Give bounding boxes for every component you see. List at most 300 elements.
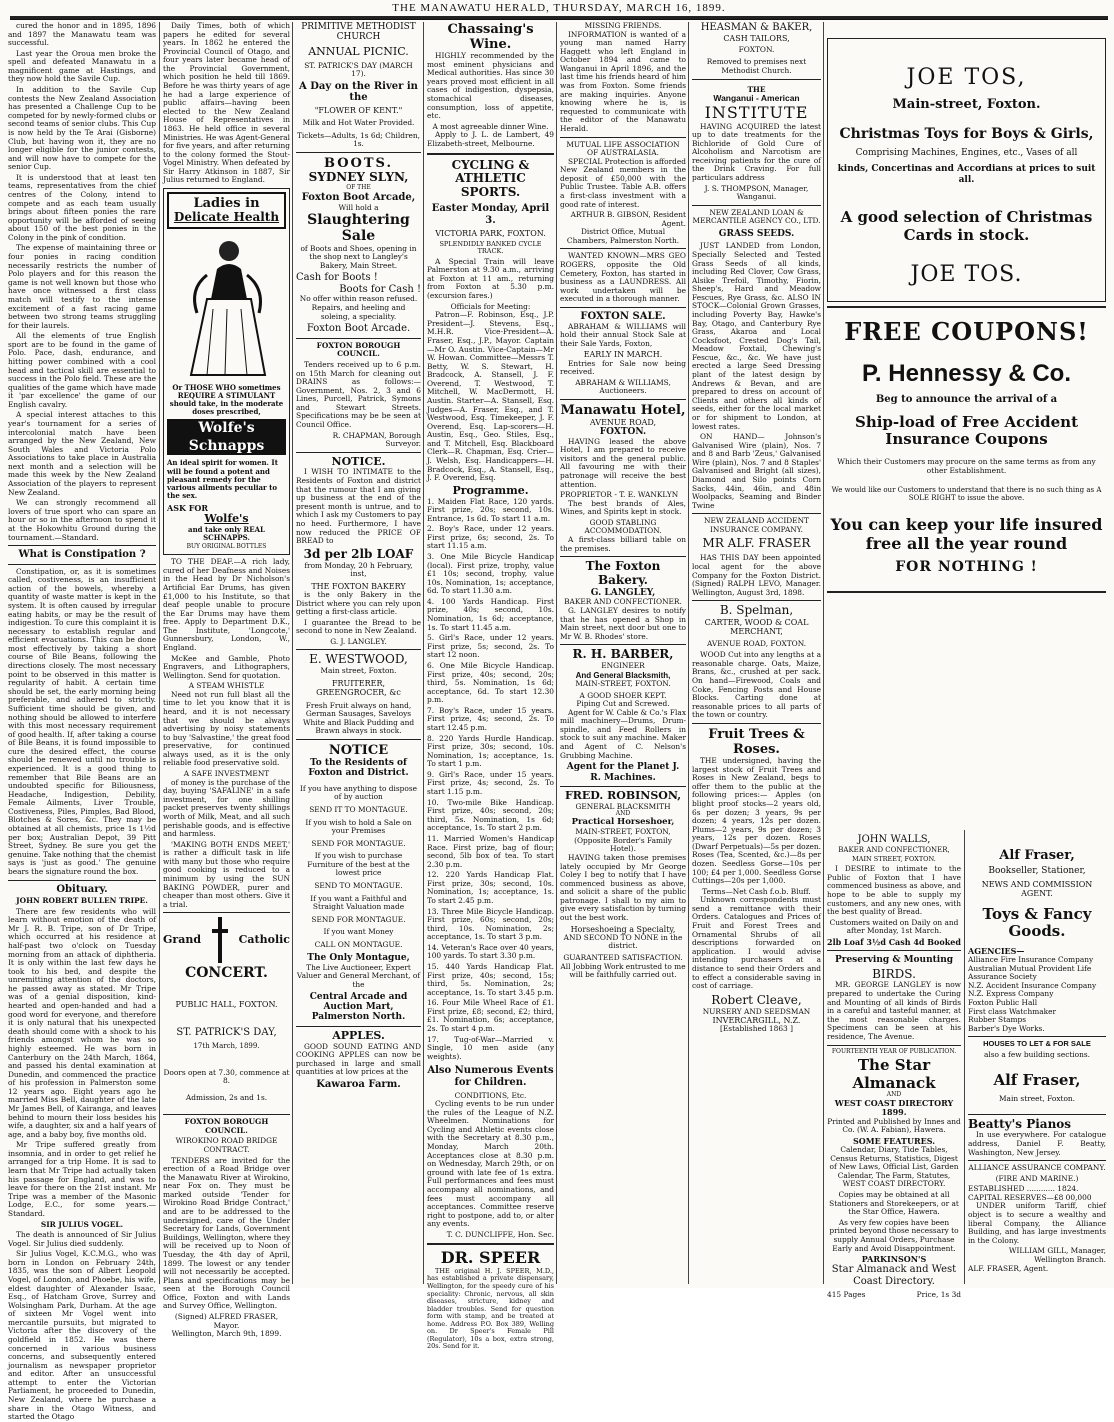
robinson-trade: GENERAL BLACKSMITH — [575, 801, 671, 811]
sports-track: SPLENDIDLY BANKED CYCLE TRACK. — [439, 239, 542, 256]
almanack-directory: WEST COAST DIRECTORY 1899. — [834, 1098, 954, 1118]
fraser-title: MR ALF. FRASER — [702, 536, 811, 551]
alf-fraser-news: NEWS AND COMMISSION AGENT. — [981, 879, 1093, 898]
article-paragraph: Need not run full blast all the time to let you know that it is heard, and it is not necessary that we should be always advertising by noisy statements to buy 'Salvastine,' the great food preservative, for continued always used, as it is the only reliable food preservative sold. — [163, 689, 290, 768]
fruit-trees-unknown: Unknown correspondents must send a remittance with their Orders. Catalogues and Prices of Fruit and Forest Trees and Ornamental Shrubs of all descriptions forwarded on application. I would advise intending purchasers at a distance to send their Orders and to effect a considerable saving in cost of carriage. — [692, 895, 821, 991]
council-title: FOXTON BOROUGH COUNCIL. — [184, 1117, 269, 1135]
westwood-name: E. WESTWOOD, — [309, 652, 408, 667]
montague-send: SEND TO MONTAGUE. — [314, 880, 403, 890]
hennessy-shipload: Ship-load of Free Accident Insurance Coupons — [854, 412, 1079, 449]
concert-title: CONCERT. — [185, 965, 268, 982]
westwood-trade: FRUITERER, GREENGROCER, &c — [316, 678, 401, 698]
montague-live: The Live Auctioneer, Expert Valuer and General Merchant, of the — [296, 962, 421, 990]
robinson-jobbing: All Jobbing Work entrusted to me will be faithfully carried out. — [560, 961, 686, 980]
montague-send: SEND IT TO MONTAGUE. — [309, 804, 408, 814]
westwood-address: Main street, Foxton. — [320, 666, 397, 676]
speer-title: DR. SPEER — [440, 1248, 541, 1268]
picnic-head: A Day on the River in the — [299, 80, 418, 104]
institute-title: INSTITUTE — [704, 103, 809, 123]
alliance-fire: (FIRE AND MARINE.) — [995, 1173, 1079, 1183]
wolfe-name: Wolfe's — [167, 419, 286, 437]
loan-title: NEW ZEALAND LOAN & MERCANTILE AGENCY CO., LTD. — [692, 207, 821, 226]
spelman-trade: CARTER, WOOD & COAL MERCHANT, — [704, 618, 809, 637]
picnic-church: PRIMITIVE METHODIST CHURCH — [301, 22, 416, 43]
hennessy-which: Which their Customers may procure on the same terms as from any other Establishment. — [837, 457, 1096, 476]
drains-sign: R. CHAPMAN, Borough Surveyor. — [332, 430, 421, 449]
almanack-and: AND — [886, 1091, 902, 1099]
montague-line: If you want Money — [323, 927, 394, 937]
column-3 — [296, 22, 421, 1284]
officials-title: Officials for Meeting: — [450, 301, 531, 311]
column-rule — [423, 22, 424, 1284]
column-2 — [163, 21, 291, 1339]
divider — [827, 950, 961, 951]
article-subheading: JOHN ROBERT BULLEN TRIPE. — [16, 896, 148, 906]
wolfe-description: An ideal spirit for women. It will be found a potent and pleasant remedy for the various ailments peculiar to the sex. — [167, 458, 278, 500]
programme-event: 7. Boy's Race, under 15 years. First prize, 4s; second, 2s. To start 12.45 p.m. — [427, 705, 554, 732]
wolfe-buy: BUY ORIGINAL BOTTLES — [186, 543, 267, 551]
divider — [560, 399, 686, 400]
hotel-stabling: GOOD STABLING ACCOMMODATION. — [584, 517, 662, 536]
beatty-text: In use everywhere. For catalogue address, Daniel F. Beatty, Washington, New Jersey. — [968, 1130, 1106, 1157]
slaughter-text: of Boots and Shoes, opening in the shop next to Langley's Bakery, Main Street. — [300, 243, 417, 270]
boots-no-offer: No offer within reason refused. Repairs, and heeling and soleing, a speciality. — [299, 294, 418, 321]
divider — [692, 600, 821, 601]
bakery-sign: G. J. LANGLEY. — [330, 636, 387, 646]
montague-notice: NOTICE — [328, 742, 389, 758]
column-rule — [823, 22, 824, 1284]
robinson-title: FRED. ROBINSON, — [564, 789, 682, 803]
sports-date: Easter Monday, April 3. — [431, 203, 550, 226]
cash-line: Cash for Boots ! — [296, 272, 378, 284]
article-paragraph: Sir Julius Vogel, K.C.M.G., who was born in London on February 24th, 1835, was the son of Albert Leopold Vogel, of London, and Phoebe, his wife, eldest daughter of Alexander Isaac, Esq., of Hatcham Grove, Surrey and Wolsingham Park, Durham. At the age of sixteen Mr Vogel went into mercantile pursuits, but migrated to Victoria after the discovery of the goldfield in 1852. He was there concerned in various business concerns, and subsequently entered journalism as newspaper proprietor and editor. After an unsuccessful attempt to enter the Victorian Parliament, he proceeded to Dunedin, New Zealand, where he purchase a share in the Otago Witness, and started the Otago — [8, 1249, 156, 1422]
concert-grand: Grand — [163, 932, 202, 946]
article-paragraph: The expense of maintaining three or four ponies in racing condition necessarily restricts the number of Polo players and for this reason the game is not well known but those who have once witnessed a first class match will testify to the intense excitement of a fast racing game between two strong teams struggling for their laurels. — [8, 243, 156, 330]
barber-title: R. H. BARBER, — [572, 647, 674, 662]
robinson-horseshoer: Practical Horseshoer, — [571, 817, 675, 828]
divider — [968, 1114, 1106, 1115]
concert-date: 17th March, 1899. — [193, 1042, 260, 1051]
loaf-from: from Monday, 20 h February, inst, — [304, 560, 413, 579]
hennessy-nothing: FOR NOTHING ! — [895, 559, 1038, 576]
slaughter-sale: Slaughtering Sale — [307, 212, 410, 245]
programme-event: 15. 440 Yards Handicap Flat. First prize, 40s; second, 15s; third, 5s. Nomination, 2s; acceptance, 1s. To start 3.45 p.m. — [427, 962, 554, 997]
ladies-title-2: Delicate Health — [173, 210, 280, 225]
programme-event: 14. Veteran's Race over 40 years, 100 yards. To start 3.30 p.m. — [427, 942, 554, 961]
alliance-capital: CAPITAL RESERVES—£8 00,000 — [968, 1192, 1092, 1202]
montague-line: If you wish to purchase Furniture of the best at the lowest price — [307, 851, 410, 878]
montague-line: If you have anything to dispose of by auction — [299, 783, 418, 802]
article-paragraph: Constipation, or, as it is sometimes called, costiveness, is an insufficient action of the bowels, whereby a quantity of waste matter is kept in the system. It is often caused by irregular eating habits, or may be the result of indigestion. To cure this complaint it is necessary to establish regular and efficient evacuations. This can be done most effectively by taking a short course of Bile Beans, following the directions closely. The most necessary point to be observed in this matter is regularity of habit. A certain time should be set, the early morning being preferable, and adhered to strictly. Sufficient time should be given, and nothing should be allowed to interfere with this most necessary requirement of good health. If, after taking a course of Bile Beans, it is found impossible to cure the desired effect, the course should be renewed until no trouble is experienced. It is a good thing to remember that Bile Beans are an undoubted specific for Biliousness, Headache, Indigestion, Debility, Female Ailments, Liver Trouble, Costiveness, Piles, Pimples, Bad Blood, Blotches & Sores, &c. They may be obtained at all chemists, price 1s 1½d per box; Australian Depot, 39 Pitt Street, Sydney. Be sure you get the genuine. Take nothing that the chemist says is 'just as good.' The genuine bears the signature round the box. — [8, 566, 156, 876]
divider — [427, 1243, 554, 1245]
divider — [692, 79, 821, 80]
sports-also: Also Numerous Events for Children. — [427, 1065, 554, 1088]
divider — [560, 644, 686, 645]
almanack-parkinson: PARKINSON'S — [861, 1254, 927, 1265]
article-subheading: A SAFE INVESTMENT — [183, 769, 270, 779]
article-paragraph: 'MAKING BOTH ENDS MEET,' is rather a difficult task in life with many but those who require good cooking is reduced to a minimum by using the SUN BAKING POWDER, purer and cheaper than most others. Give it a trial. — [163, 839, 290, 909]
almanack-price: Price, 1s 3d — [916, 1289, 961, 1299]
article-paragraph: There are few residents who will learn without emotion of the death of Mr J. R. B. Tripe, son of Dr Tripe, which occurred at his residence at half-past two o'clock on Tuesday morning from an attack of diphtheria. It is only within the last few days he took to his bed, and despite the unremitting attention of the doctors, he passed away as stated. Mr Tripe was of a genial disposition, kind-hearted and open-handed and had a good word for everyone, and therefore it is only natural that his unexpected death should come with a shock to his friends amongst whom he was so highly esteemed. He was born in Canterbury on the 24th March, 1864, and passed his dental examination at Dunedin, and commenced the practice of his profession in Palmerston some 12 years ago. Eight years ago he married Miss Bell, daughter of the late Mr James Bell, of Kairanga, and leaves behind to mourn their loss besides his wife, a daughter, six and a half years of age, and a baby boy, five months old. — [8, 906, 156, 1139]
missing-text: INFORMATION is wanted of a young man named Harry Haggett who left England in October 1894 and came to Wanganui in April 1896, and the last time his friends heard of him was from Foxton. Some friends are making inquiries. Anyone knowing where he is, is requested to communicate with the editor of the Manawatu Herald. — [560, 29, 686, 133]
heasman-title: HEASMAN & BAKER, — [700, 22, 813, 33]
almanack-title: The Star Almanack — [852, 1056, 936, 1092]
grass-on-hand: ON HAND— Johnson's Galvanised Wire (plain), Nos. 7 and 8 and Barb 'Zeus,' Galvanised Wire (plain), Nos. 7 and 8 Staples' Galvanised and Bright (all sizes), Diamond and Silo points Corn Sacks, 44in, 46in, and 48in Woolpacks, Seaming and Binder Twine — [692, 432, 821, 510]
programme-event: 8. 220 Yards Hurdle Handicap. First prize, 30s; second, 10s. Nomination, 1s; acceptance, 1s. To start 1 p.m. — [427, 733, 554, 769]
robinson-guaranteed: GUARANTEED SATISFACTION. — [563, 953, 683, 963]
column-rule — [556, 22, 557, 1284]
speer-text: THE original H. J. SPEER, M.D., has established a private dispensary, Wellington, for the speedy cure of his speciality: Chronic, nervous, all skin diseases, stricture, kidney and bladder troubles. Send for question form with stamp, and be treated at home. Address P.O. Box 389, Welling on. Dr Speer's Female Pill (Regulator), 10s a box, extra strong, 20s. Send for it. — [427, 1266, 554, 1351]
wolfe-ask-for: ASK FOR — [167, 503, 209, 513]
column-5 — [560, 22, 686, 1284]
cleave-name: Robert Cleave, — [711, 992, 802, 1007]
foxton-sale-text: ABRAHAM & WILLIAMS will hold their annual Stock Sale at their Sale Yards, Foxton, — [560, 321, 686, 348]
montague-line: If you wish to hold a Sale on your Premises — [305, 817, 412, 836]
article-paragraph: of money is the purchase of the day, buying 'SAFALINE' in a safe investment, for one shilling packet preserves twenty shillings worth of Milk, Meat, and all such perishable goods, and is effective and harmless. — [163, 777, 290, 839]
divider — [296, 649, 421, 650]
article-heading: Obituary. — [56, 883, 108, 895]
divider — [692, 205, 821, 206]
barber-piping: Piping Cut and Screwed. — [576, 699, 670, 709]
divider — [560, 307, 686, 308]
officials-list: Patron—F. Robinson, Esq., J.P. President—J. Stevens, Esq., M.H.R. Vice-President—A. Fraser, Esq., J.P., Mayor. Captain—Mr O. Austin. Vice-Captain—Mr W. Howan. Committee—Messrs T. Betty, W. S. Stewart, H. Bradcock, A. Stansell, J. F. Overend, T. Westwood, T. Mitchell, W. MacDermott, H. Austin. Starter—A. Stansell, Esq. Judges—A. Fraser, Esq., and T. Westwood, Esq. Timekeeper, J. F. Overend, Esq. Lap-scorers—H. Austin, Esq., Geo. Stiles, Esq., and T. Mitchell, Esq. Blackboard Clerk—R. Chapman, Esq. Crier—J. Welsh, Esq. Handicappers—H. Bradcock, Esq., A. Stansell, Esq., J. F. Overend, Esq. — [427, 310, 554, 483]
montague-to: To the Residents of — [310, 757, 407, 768]
sports-title: CYCLING & ATHLETIC SPORTS. — [451, 157, 530, 200]
hennessy-keep: You can keep your life insured free all the year round — [830, 515, 1103, 553]
chassaing-title: Chassaing's Wine. — [447, 22, 534, 53]
joe-tos-title: JOE TOS, — [906, 65, 1027, 90]
cleave-established: [Established 1863 ] — [720, 1024, 793, 1034]
hennessy-beg: Beg to announce the arrival of a — [875, 394, 1058, 406]
boots-arcade: Foxton Boot Arcade, — [301, 191, 416, 203]
notice-text: I WISH TO INTIMATE to the Residents of Foxton and district that the rumour that I am giving up business at the end of the present month is untrue, and to which I ask my Customers to pay no heed. Furthermore, I have now reduced the PRICE OF BREAD to — [296, 467, 421, 546]
programme-event: 13. Three Mile Bicycle Handicap. First prize, 60s; second, 20s; third, 10s. Nomination, 2s; acceptance, 1s. To start 3 p.m. — [427, 906, 554, 942]
apples-title: APPLES. — [332, 1028, 385, 1042]
barber-agent: Agent for W. Cable & Co.'s Flax mill machinery—Drums, Drum-spindle, and Feed Rollers in stock to suit any machine. Maker and Agent of C. Nelson's Grubbing Machine. — [560, 707, 686, 760]
bakery-notice: G. LANGLEY desires to notify that he has opened a Shop in Main street, next door but one to Mr W. B. Rhodes' store. — [560, 605, 686, 641]
almanack-features: SOME FEATURES. — [853, 1135, 935, 1146]
alf-fraser-toys: Toys & Fancy Goods. — [982, 905, 1092, 941]
article-paragraph: In addition to the Savile Cup contests the New Zealand Association has presented a Challenge Cup to be competed for by newly-formed clubs or second teams of senior clubs. This Cup is now held by the Te Arai (Gisborne) Club, but having won it, they are no longer eligible for the junior contests, and will now have to compete for the senior Cup. — [8, 85, 156, 172]
hotel-text: HAVING leased the above Hotel, I am prepared to receive visitors and the general public. All favouring me with their patronage will receive the best attention. — [560, 436, 686, 489]
divider — [560, 786, 686, 787]
divider — [692, 723, 821, 724]
bakery-trade: BAKER AND CONFECTIONER. — [564, 597, 682, 607]
bakery-title: The Foxton Bakery. — [585, 559, 661, 588]
almanack-as-very: As very few copies have been printed beyond those necessary to supply Annual Orders, Purchase Early and Avoid Disappointment. — [829, 1217, 959, 1253]
heasman-removed: Removed to premises next Methodist Church. — [706, 57, 807, 76]
almanack-star: Star Almanack and West Coast Directory. — [831, 1264, 957, 1287]
alliance-gill: WILLIAM GILL, Manager, Wellington Branch. — [1008, 1246, 1106, 1264]
column-rule — [159, 22, 160, 1284]
divider — [827, 1045, 961, 1046]
alf-fraser-trade: Bookseller, Stationer, — [988, 866, 1086, 877]
institute-sign: J. S. THOMPSON, Manager, Wanganui. — [704, 183, 809, 202]
drains-text: Tenders received up to 6 p.m. on 15th March for cleaning out DRAINS as follows:—Government, Nos. 2, 3 and 6 Lines, Purcell, Patrick, Symons and Stewart Streets. Specifications may be be seen at Council Office. — [296, 359, 421, 429]
concert-doors: Doors open at 7.30, commence at 8. — [163, 1067, 290, 1086]
alf-fraser-building: also a few building sections. — [983, 1049, 1091, 1059]
mutual-sign: ARTHUR B. GIBSON, Resident Agent. — [570, 210, 686, 228]
boots-will: Will hold a — [338, 202, 379, 212]
article-paragraph: TO THE DEAF.—A rich lady, cured of her Deafness and Noises in the Head by Dr Nicholson's Artificial Ear Drums, has given £1,000 to his Institute, so that deaf people unable to procure the Ear Drums may have them free. Apply to Department D.K., The Institute, 'Longcote,' Gunnersbury, London, W., England. — [163, 557, 290, 652]
sports-train: A Special Train will leave Palmerston at 9.30 a.m., arriving at Foxton at 11 am., returning from Foxton at 5.30 p.m. (excursion fares.) — [427, 256, 554, 301]
council-signature: (Signed) ALFRED FRASER, Mayor. — [174, 1311, 279, 1330]
westwood-text: Fresh Fruit always on hand, German Sausages, Saveloys White and Black Pudding and Brawn always in stock. — [302, 700, 415, 736]
alliance-under: UNDER uniform Tariff, chief object is to secure a wealthy and liberal Company, the Alliance Building, and has large investments in the Colony. — [968, 1201, 1106, 1245]
masthead-rule — [10, 16, 1108, 19]
divider — [8, 880, 156, 881]
montague-only: The Only Montague, — [307, 953, 410, 964]
article-subheading: A STEAM WHISTLE — [188, 681, 265, 691]
ladies-subtext: Or THOSE WHO sometimes REQUIRE A STIMULANT should take, in the moderate doses prescribed, — [169, 382, 284, 416]
divider — [8, 564, 156, 565]
alf-fraser-address: Main street, Foxton. — [998, 1093, 1076, 1103]
montague-call: CALL ON MONTAGUE. — [314, 939, 403, 949]
divider — [827, 306, 1106, 308]
council-date: Wellington, March 9th, 1899. — [171, 1329, 282, 1339]
robinson-second: AND SECOND TO NONE in the district. — [563, 932, 683, 951]
foxton-sale-early: EARLY IN MARCH. — [583, 350, 663, 360]
wolfe-product: Schnapps — [167, 437, 286, 455]
hotel-ales: The best brands of Ales, Wines, and Spirits kept in stock. — [560, 498, 686, 517]
spelman-text: WOOD Cut into any lengths at a reasonable charge. Oats, Maize, Brans, &c., crushed at per sack. On hand—Firewood, Coals and Coke, Fencing Posts and House Blocks. Carting done at reasonable prices to all parts of the town or country. — [692, 650, 821, 720]
heasman-town: FOXTON. — [738, 44, 775, 54]
bakery-text: is the only Bakery in the District where you can rely upon getting a first-class article. — [296, 590, 421, 617]
missing-title: MISSING FRIENDS. — [584, 21, 662, 30]
fruit-trees-terms: Terms—Net Cash f.o.b. Bluff. — [702, 886, 811, 896]
conditions-title: CONDITIONS, Etc. — [454, 1090, 527, 1100]
drains-title: FOXTON BOROUGH COUNCIL. — [316, 340, 401, 359]
cleave-town: INVERCARGILL, N.Z. — [712, 1016, 801, 1026]
laundress-notice: WANTED KNOWN—MRS GEO ROGERS, opposite the Old Cemetery, Foxton, has started in business as a LAUNDRESS. All work undertaken will be executed in a thorough manner. — [560, 251, 686, 304]
programme-event: 11. Married Women's Handicap Race. First prize, bag of flour; second, 5lb box of tea. To start 2.30 p.m. — [427, 833, 554, 869]
walls-trade: BAKER AND CONFECTIONER, — [838, 845, 950, 854]
fruit-trees-title: Fruit Trees & Roses. — [708, 726, 805, 757]
chassaing-apply: Apply to J. L. de Lambert, 49 Elizabeth-street, Melbourne. — [427, 130, 554, 148]
divider — [163, 912, 290, 913]
mutual-title: MUTUAL LIFE ASSOCIATION OF AUSTRALASIA. — [566, 139, 680, 158]
column-rule — [964, 830, 965, 1284]
mutual-text: SPECIAL Protection is afforded New Zealand members in the deposit of £50,000 with the Public Trustee. Table A.B. offers a first-class investment with a good rate of interest. — [560, 156, 686, 209]
column-1 — [8, 21, 156, 1422]
bakery-guarantee: I guarantee the Bread to be second to none in New Zealand. — [296, 617, 421, 636]
walls-customers: Customers waited on Daily on and after Monday, 1st March. — [829, 917, 959, 936]
joe-tos-kinds: kinds, Concertinas and Accordians at prices to suit all. — [837, 164, 1096, 185]
divider — [296, 739, 421, 740]
walls-address: MAIN STREET, FOXTON. — [852, 854, 936, 863]
hotel-road: AVENUE ROAD, — [589, 417, 657, 427]
article-heading: SIR JULIUS VOGEL. — [40, 1219, 124, 1229]
programme-event: 10. Two-mile Bike Handicap. First prize, 40s; second, 20s; third, 5s. Nomination, 1s 6d; acceptance, 1s. To start 2 p.m. — [427, 797, 554, 833]
concert-header — [163, 917, 290, 963]
article-paragraph: The death is announced of Sir Julius Vogel. Sir Julius died suddenly. — [8, 1230, 156, 1248]
cross-icon — [212, 917, 228, 963]
planet-agent: Agent for the Planet J. R. Machines. — [566, 762, 680, 783]
divider — [296, 1026, 421, 1027]
ladies-banner — [167, 192, 286, 229]
foxton-sale-sign: ABRAHAM & WILLIAMS, Auctioneers. — [575, 377, 671, 396]
events-list — [427, 498, 554, 1062]
programme-event: 3. One Mile Bicycle Handicap (local). First prize, trophy, value £1 10s; second, trophy, value 10s. Nomination, 1s; acceptance, 6d. To start 11.30 a.m. — [427, 552, 554, 596]
joe-tos-address: Main-street, Foxton. — [892, 96, 1041, 112]
boots-name: SYDNEY SLYN, — [308, 170, 409, 185]
hotel-billiard: A first-class billiard table on the premises. — [560, 534, 686, 553]
article-paragraph: Last year the Oroua men broke the spell and defeated Manawatu in a magnificent game at Hastings, and they now hold the Savile Cup. — [8, 48, 156, 84]
alf-fraser-houses: HOUSES TO LET & FOR SALE — [983, 1039, 1091, 1049]
picnic-milk: Milk and Hot Water Provided. — [302, 118, 415, 128]
masthead-title: THE MANAWATU HERALD, THURSDAY, MARCH 16, 1899. — [392, 2, 726, 14]
concert-admission: Admission, 2s and 1s. — [185, 1092, 268, 1102]
heasman-trade: CASH TAILORS, — [723, 33, 790, 43]
beatty-title: Beatty's Pianos — [968, 1116, 1072, 1131]
wolfe-schnapps-ad — [163, 188, 290, 555]
barber-address: MAIN-STREET, FOXTON. — [575, 679, 671, 689]
programme-event: 9. Girl's Race, under 15 years. First prize, 4s; second, 2s. To start 1.15 p.m. — [427, 769, 554, 797]
article-paragraph: We can strongly recommend all lovers of true sport who can spare an hour or so in the afternoon to spend it at the Hokowhitu Ground during the tournament.—Standard. — [8, 498, 156, 542]
montague-line: If you want a Faithful and Straight Valuation made — [310, 893, 407, 912]
wolfe-ask-name: Wolfe's — [204, 512, 249, 526]
alliance-established: ESTABLISHED ............ 1824. — [968, 1184, 1079, 1194]
loaf-price: 3d per 2lb LOAF — [303, 546, 414, 561]
conditions-text: Cycling events to be run under the rules of the League of N.Z. Wheelmen. Nominations for Cycling and Athletic events close with the Secretary at 8.30 p.m., Monday, March 20th. Acceptances close at 8.30 p.m. on Wednesday, March 29th, or on ground with late fee of 1s extra. Full performances and fees must accompany all nominations, and fees must accompany all acceptances. Committee reserve right to postpone, add to, or alter any events. — [427, 1099, 554, 1229]
divider — [163, 1114, 290, 1115]
montague-palmerston: Palmerston North. — [311, 1012, 406, 1023]
institute-the: THE — [747, 84, 766, 94]
almanack-printed: Printed and Published by Innes and Co. (W. A. Fabian), Hawera. — [827, 1116, 961, 1135]
council-text: TENDERS are invited for the erection of a Road Bridge over the Manawatu River at Wirokino, near Fox on. They must be marked outside 'Tender for Wirokino Road Bridge Contract,' and are to be addressed to the undersigned, care of the Under Secretary for Lands, Government Buildings, Wellington, where they will be received up to Noon of Tuesday, the 4th day of April, 1899. The lowest or any tender will not necessarily be accepted. Plans and specifications may be seen at the Borough Council Office, Foxton and with Lands and Survey Office, Wellington. — [163, 1155, 290, 1311]
chassaing-wine: A most agreeable dinner Wine. — [432, 121, 549, 131]
almanack-copies: Copies may be obtained at all Stationers and Storekeepers, or at the Star Office, Hawera. — [829, 1190, 959, 1217]
divider — [296, 338, 421, 339]
cash-line-2: Boots for Cash ! — [339, 283, 421, 295]
divider — [560, 137, 686, 138]
column-7 — [827, 830, 961, 1299]
divider — [560, 556, 686, 557]
programme-event: 1. Maiden Flat Race, 120 yards. First prize, 20s; second, 10s. Entrance, 1s 6d. To start 11 a.m. — [427, 496, 554, 523]
accident-title: NEW ZEALAND ACCIDENT INSURANCE COMPANY. — [704, 516, 809, 534]
concert-day: ST. PATRICK'S DAY, — [176, 1026, 277, 1038]
boots-title: BOOTS. — [323, 155, 393, 171]
column-rule — [688, 22, 689, 1284]
programme-event: 17. Tug-of-War—Married v. Single, 10 men aside (any weights). — [427, 1034, 554, 1061]
divider — [296, 152, 421, 153]
montague-send: SEND FOR MONTAGUE. — [311, 838, 406, 848]
foxton-sale-entries: Entries for Sale now being received. — [560, 358, 686, 377]
montague-central: Central Arcade and Auction Mart, — [309, 991, 408, 1013]
council-subtitle: WIROKINO ROAD BRIDGE CONTRACT. — [175, 1136, 278, 1154]
walls-title: JOHN WALLS, — [857, 834, 931, 845]
free-coupons-title: FREE COUPONS! — [844, 317, 1089, 347]
lady-illustration — [177, 229, 277, 379]
article-paragraph: McKee and Gamble, Photo Engravers, and Lithographers, Wellington. Send for quotation. — [163, 653, 290, 680]
picnic-tickets: Tickets—Adults, 1s 6d; Children, 1s. — [296, 130, 421, 149]
column-6 — [692, 22, 821, 1284]
grass-text: JUST LANDED from London, Specially Selected and Tested Grass Seeds of all kinds, including Red Clover, Cow Grass, Alsike Trefoil, Timothy, Fiorin, Sheep's, Hard and Meadow Fescues, Rye Grass, &c. ALSO IN STOCK—Colonial Grown Grasses, including Poverty Bay, Hawke's Bay, Otago, and Canterbury Rye Grass, Akaroa and Local Cocksfoot, Crested Dog's Tail, Meadow Foxtail, Chewing's Fescue, &c., &c. We have just erected a large Seed Dressing plant of the latest design by Andrews & Bevan, and are prepared to dress on account of Clients and others all kinds of seeds, either for the local market or for shipment to London, at lowest rates. — [692, 241, 821, 431]
birds-preserving: Preserving & Mounting — [834, 955, 954, 966]
concert-hall: PUBLIC HALL, FOXTON. — [175, 999, 278, 1009]
mutual-district: District Office, Mutual Chambers, Palmerston North. — [566, 227, 680, 245]
alf-fraser-agencies-list: Alliance Fire Insurance Company Australian Mutual Provident Life Assurance Society N.Z. Accident Insurance Company N.Z. Express Company Foxton Public Hall First class Watchmaker Rubber Stamps Barber's Dye Works. — [968, 955, 1097, 1033]
masthead — [10, 2, 1108, 20]
joe-tos-comprising: Comprising Machines, Engines, etc., Vases of all — [855, 147, 1078, 158]
alf-fraser-title: Alf Fraser, — [999, 848, 1075, 863]
hotel-title: Manawatu Hotel, — [560, 402, 686, 418]
kawaroa-farm: Kawaroa Farm. — [316, 1078, 401, 1090]
barber-blacksmith: And General Blacksmith, — [575, 670, 671, 680]
apples-text: GOOD SOUND EATING AND COOKING APPLES can now be purchased in large and small quantities at low prices at the — [296, 1041, 421, 1077]
divider — [968, 1036, 1106, 1037]
column-rule — [292, 22, 293, 1284]
picnic-day: ST. PATRICK'S DAY (MARCH 17). — [304, 60, 413, 79]
barber-shoer: A GOOD SHOER KEPT. — [579, 690, 667, 700]
notice-title: NOTICE. — [331, 454, 386, 468]
article-paragraph: Mr Tripe suffered greatly from insomnia, and in order to get relief he arranged for a trip Home. It is sad to learn that Mr Tripe had actually taken his passage for England, and was to leave for there on the 21st instant. Mr Tripe was a member of the Masonic Lodge, E.C., for some years.—Standard. — [8, 1140, 156, 1218]
alliance-fraser: ALF. FRASER, Agent. — [968, 1263, 1049, 1273]
programme-event: 5. Girl's Race, under 12 years. First prize, 5s; second, 2s. To start 12 noon. — [427, 633, 554, 660]
boots-arcade-2: Foxton Boot Arcade. — [306, 323, 411, 335]
almanack-features-text: Calendar, Diary, Tide Tables, Census Returns, Statistics, Digest of New Laws, Official List, Garden Calendar, The Farm, Statutes, WEST COAST DIRECTORY. — [829, 1145, 959, 1189]
programme-event: 12. 220 Yards Handicap Flat. First prize, 30s; second, 10s. Nomination, 1s; acceptance, 1s. To start 2.45 p.m. — [427, 870, 554, 905]
ladies-title-1: Ladies in — [193, 195, 260, 211]
robinson-horseshoeing: Horseshoeing a Specialty, — [570, 924, 676, 934]
hotel-proprietor: PROPRIETOR - T. E. WANKLYN — [560, 490, 679, 500]
picnic-boat: "FLOWER OF KENT." — [314, 105, 403, 115]
concert-catholic: Catholic — [238, 932, 290, 946]
divider — [560, 248, 686, 249]
sports-venue: VICTORIA PARK, FOXTON. — [435, 229, 546, 239]
joe-tos-christmas: Christmas Toys for Boys & Girls, — [839, 125, 1094, 142]
divider — [968, 1160, 1106, 1161]
spelman-address: AVENUE ROAD, FOXTON. — [706, 638, 807, 648]
column-8 — [968, 830, 1106, 1282]
institute-text: HAVING ACQUIRED the latest up to date treatments for the Bichloride of Gold Cure of Alcoholism and Narcotism are receiving patients for the cure of the Drink Craving. For full particulars address — [692, 121, 821, 183]
article-paragraph: cured the honor and in 1895, 1896 and 1897 the Manawatu team was successful. — [8, 21, 156, 48]
column-4 — [427, 22, 554, 1351]
divider — [296, 452, 421, 453]
robinson-and: AND — [615, 810, 631, 818]
birds-text: MR. GEORGE LANGLEY is now prepared to undertake the Curing and Mounting of all kinds of Birds in a careful and tasteful manner, at the most reasonable charges. Specimens can be seen at his residence, The Avenue. — [827, 980, 961, 1041]
cleave-trade: NURSERY AND SEEDSMAN — [702, 1006, 811, 1016]
grass-title: GRASS SEEDS. — [718, 228, 795, 239]
almanack-footer — [827, 1291, 961, 1300]
hennessy-title: P. Hennessy & Co. — [862, 360, 1071, 388]
robinson-text: HAVING taken those premises lately occupied by Mr George Coley I beg to notify that I have commenced business as above, and solicit a share of the public patronage. I shall to my aim to give every satisfaction by turning out the best work. — [560, 852, 686, 923]
boots-of: OF THE — [346, 183, 371, 191]
duncliffe: T. C. DUNCLIFFE, Hon. Sec. — [446, 1229, 554, 1239]
wolfe-take: and take only REAL SCHNAPPS. — [188, 525, 265, 543]
montague-district: Foxton and District. — [308, 768, 409, 779]
montague-send: SEND FOR MONTAGUE. — [311, 914, 406, 924]
article-paragraph: It is understood that at least ten teams, representatives from the chief centres of the Colony, intend to compete and as each team usually brings about fifteen ponies the rare opportunity will be afforded of seeing about 150 of the best ponies in the Colony in the pink of condition. — [8, 172, 156, 242]
foxton-sale-title: FOXTON SALE. — [580, 310, 666, 322]
bakery-name: THE FOXTON BAKERY — [311, 581, 406, 591]
joe-tos-title-2: JOE TOS. — [910, 261, 1023, 287]
divider — [8, 545, 156, 546]
programme-event: 16. Four Mile Wheel Race of £1. First prize, £8; second, £2; third, £1. Nomination, 6s; acceptance, 2s. To start 4 p.m. — [427, 998, 554, 1034]
birds-title: BIRDS. — [872, 966, 916, 981]
divider — [427, 153, 554, 155]
article-paragraph: A special interest attaches to this year's tournament for a series of intercolonial match have been arranged by the New Zealand, New South Wales and Victoria Polo Associations to take place in Australia next month and a selection will be made this week by the New Zealand Association of the players to represent New Zealand. — [8, 410, 156, 497]
barber-trade: ENGINEER — [601, 661, 645, 671]
picnic-title: ANNUAL PICNIC. — [308, 44, 409, 58]
divider — [692, 513, 821, 514]
programme-event: 6. One Mile Bicycle Handicap. First prize, 40s; second, 20s; third, 5s. Nomination, 1s 6d; acceptance, 6d. To start 12.30 p.m. — [427, 660, 554, 705]
chassaing-text: HIGHLY recommended by the most eminent physicians and Medical authorities. Has since 30 years proved most efficient in all cases of indigestion, dyspepsia, stomachical diseases, consumption, loss of appetite, etc. — [427, 51, 554, 121]
walls-loaf: 2lb Loaf 3½d Cash 4d Booked — [827, 936, 961, 947]
article-heading: What is Constipation ? — [18, 549, 146, 561]
programme-event: 2. Boy's Race, under 12 years. First prize, 6s; second, 2s. To start 11.15 a.m. — [427, 524, 554, 551]
programme-event: 4. 100 Yards Handicap. First prize, 40s; second, 10s. Nomination, 1s 6d; acceptance, 1s. To start 11.45 a.m. — [427, 596, 554, 632]
